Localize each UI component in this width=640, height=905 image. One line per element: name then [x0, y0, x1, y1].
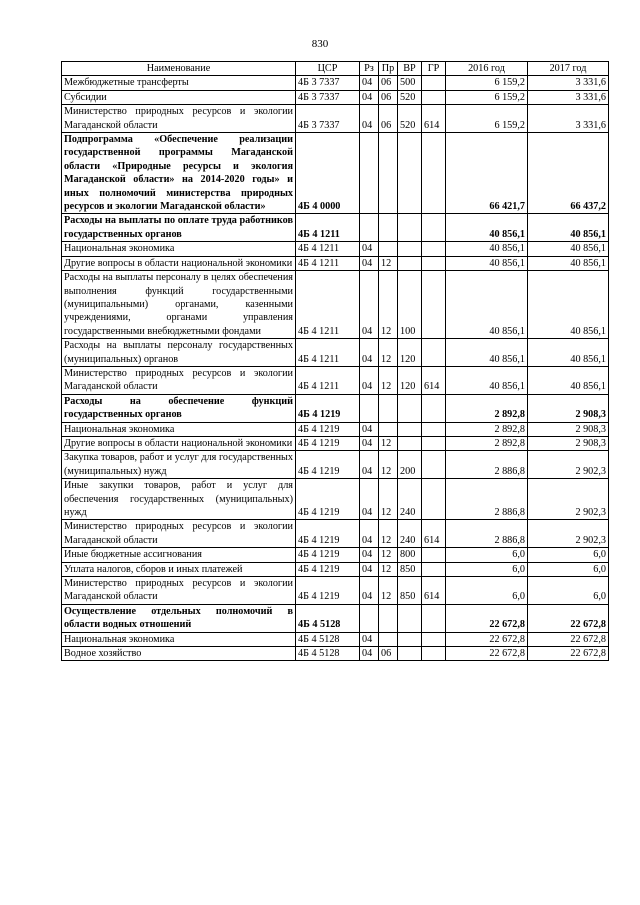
- row-name: Национальная экономика: [62, 632, 296, 646]
- row-pr: 12: [379, 562, 398, 576]
- row-csr: 4Б 4 1211: [296, 214, 360, 242]
- row-amount-2017: 3 331,6: [528, 105, 609, 133]
- row-amount-2017: 2 902,3: [528, 479, 609, 520]
- row-vr: 120: [398, 366, 422, 394]
- row-amount-2016: 6 159,2: [446, 76, 528, 90]
- table-row: [62, 214, 609, 242]
- row-amount-2016: 2 886,8: [446, 479, 528, 520]
- row-rz: 04: [360, 76, 379, 90]
- row-vr: [398, 436, 422, 450]
- row-pr: 12: [379, 451, 398, 479]
- row-pr: [379, 133, 398, 214]
- row-gr: [422, 647, 446, 661]
- row-pr: 06: [379, 90, 398, 104]
- row-csr: 4Б 4 1219: [296, 479, 360, 520]
- table-row: [62, 647, 609, 661]
- row-gr: [422, 394, 446, 422]
- row-amount-2016: 6 159,2: [446, 90, 528, 104]
- row-vr: 800: [398, 548, 422, 562]
- row-pr: [379, 214, 398, 242]
- table-row: [62, 271, 609, 339]
- row-amount-2016: 40 856,1: [446, 214, 528, 242]
- row-amount-2017: 22 672,8: [528, 632, 609, 646]
- row-amount-2017: 2 908,3: [528, 436, 609, 450]
- row-csr: 4Б 4 1219: [296, 548, 360, 562]
- header-2016: 2016 год: [446, 62, 528, 76]
- table-row: [62, 632, 609, 646]
- table-row: [62, 451, 609, 479]
- row-pr: 06: [379, 76, 398, 90]
- row-vr: [398, 242, 422, 256]
- row-csr: 4Б 4 1219: [296, 577, 360, 605]
- row-vr: 240: [398, 520, 422, 548]
- row-amount-2016: 40 856,1: [446, 242, 528, 256]
- row-amount-2017: 22 672,8: [528, 604, 609, 632]
- row-pr: 06: [379, 647, 398, 661]
- row-gr: [422, 604, 446, 632]
- row-amount-2017: 3 331,6: [528, 76, 609, 90]
- row-csr: 4Б 4 5128: [296, 632, 360, 646]
- row-vr: 850: [398, 577, 422, 605]
- row-vr: 850: [398, 562, 422, 576]
- row-gr: [422, 242, 446, 256]
- row-vr: [398, 604, 422, 632]
- row-name: Министерство природных ресурсов и экологии Магаданской области: [62, 520, 296, 548]
- table-row: [62, 256, 609, 270]
- row-rz: 04: [360, 339, 379, 367]
- row-csr: 4Б 4 1211: [296, 242, 360, 256]
- header-pr: Пр: [379, 62, 398, 76]
- row-vr: [398, 422, 422, 436]
- row-vr: [398, 133, 422, 214]
- row-gr: [422, 436, 446, 450]
- row-amount-2017: 40 856,1: [528, 242, 609, 256]
- row-rz: [360, 214, 379, 242]
- row-vr: 520: [398, 90, 422, 104]
- table-row: [62, 520, 609, 548]
- row-name: Министерство природных ресурсов и экологии Магаданской области: [62, 366, 296, 394]
- row-gr: [422, 632, 446, 646]
- row-vr: [398, 214, 422, 242]
- row-pr: 12: [379, 339, 398, 367]
- row-name: Подпрограмма «Обеспечение реализации государственной программы Магаданской области «Природные ресурсы и экология Магаданской области» на 2014-2020 годы» и иных полномочий министерства природных ресурсов и экологии Магаданской области»: [62, 133, 296, 214]
- row-name: Расходы на выплаты по оплате труда работников государственных органов: [62, 214, 296, 242]
- row-pr: 12: [379, 548, 398, 562]
- row-name: Межбюджетные трансферты: [62, 76, 296, 90]
- row-amount-2017: 2 908,3: [528, 422, 609, 436]
- row-pr: [379, 604, 398, 632]
- row-gr: [422, 256, 446, 270]
- row-pr: 12: [379, 256, 398, 270]
- row-amount-2016: 66 421,7: [446, 133, 528, 214]
- row-rz: 04: [360, 90, 379, 104]
- table-row: [62, 422, 609, 436]
- page-number: 830: [311, 38, 329, 50]
- row-rz: 04: [360, 271, 379, 339]
- row-name: Расходы на обеспечение функций государственных органов: [62, 394, 296, 422]
- row-pr: [379, 632, 398, 646]
- table-row: [62, 548, 609, 562]
- row-name: Национальная экономика: [62, 422, 296, 436]
- row-gr: [422, 451, 446, 479]
- header-vr: ВР: [398, 62, 422, 76]
- row-rz: [360, 394, 379, 422]
- row-csr: 4Б 4 1211: [296, 271, 360, 339]
- row-gr: [422, 548, 446, 562]
- row-csr: 4Б 3 7337: [296, 90, 360, 104]
- row-amount-2016: 40 856,1: [446, 271, 528, 339]
- table-row: [62, 562, 609, 576]
- row-name: Расходы на выплаты персоналу государственных (муниципальных) органов: [62, 339, 296, 367]
- row-amount-2017: 3 331,6: [528, 90, 609, 104]
- row-amount-2016: 40 856,1: [446, 366, 528, 394]
- row-rz: 04: [360, 479, 379, 520]
- row-pr: 12: [379, 520, 398, 548]
- row-amount-2016: 2 886,8: [446, 520, 528, 548]
- row-amount-2016: 40 856,1: [446, 256, 528, 270]
- header-csr: ЦСР: [296, 62, 360, 76]
- row-pr: 12: [379, 271, 398, 339]
- table-row: [62, 366, 609, 394]
- row-rz: 04: [360, 436, 379, 450]
- table-row: [62, 479, 609, 520]
- table-row: [62, 577, 609, 605]
- row-rz: 04: [360, 366, 379, 394]
- row-csr: 4Б 3 7337: [296, 76, 360, 90]
- row-pr: [379, 422, 398, 436]
- row-vr: [398, 647, 422, 661]
- row-name: Закупка товаров, работ и услуг для государственных (муниципальных) нужд: [62, 451, 296, 479]
- row-vr: 240: [398, 479, 422, 520]
- table-row: [62, 133, 609, 214]
- row-amount-2016: 2 892,8: [446, 422, 528, 436]
- table-row: [62, 242, 609, 256]
- row-csr: 4Б 4 5128: [296, 647, 360, 661]
- row-gr: 614: [422, 577, 446, 605]
- row-rz: 04: [360, 647, 379, 661]
- budget-table: [61, 61, 609, 661]
- row-gr: [422, 422, 446, 436]
- row-gr: [422, 562, 446, 576]
- row-gr: [422, 339, 446, 367]
- row-amount-2016: 2 892,8: [446, 436, 528, 450]
- row-name: Иные бюджетные ассигнования: [62, 548, 296, 562]
- row-amount-2016: 6,0: [446, 577, 528, 605]
- row-vr: [398, 632, 422, 646]
- table-body: [62, 76, 609, 661]
- row-pr: [379, 242, 398, 256]
- row-gr: 614: [422, 520, 446, 548]
- header-gr: ГР: [422, 62, 446, 76]
- row-gr: [422, 214, 446, 242]
- row-amount-2017: 2 902,3: [528, 520, 609, 548]
- row-rz: 04: [360, 520, 379, 548]
- table-header-row: [62, 62, 609, 76]
- row-csr: 4Б 4 1211: [296, 366, 360, 394]
- row-amount-2016: 22 672,8: [446, 604, 528, 632]
- row-name: Уплата налогов, сборов и иных платежей: [62, 562, 296, 576]
- row-rz: [360, 133, 379, 214]
- row-csr: 4Б 4 1219: [296, 422, 360, 436]
- row-pr: 12: [379, 366, 398, 394]
- row-pr: 06: [379, 105, 398, 133]
- row-gr: 614: [422, 105, 446, 133]
- row-gr: [422, 479, 446, 520]
- row-amount-2016: 6 159,2: [446, 105, 528, 133]
- row-amount-2017: 2 902,3: [528, 451, 609, 479]
- row-gr: 614: [422, 366, 446, 394]
- row-gr: [422, 76, 446, 90]
- row-amount-2017: 6,0: [528, 548, 609, 562]
- table-row: [62, 339, 609, 367]
- row-amount-2017: 40 856,1: [528, 256, 609, 270]
- row-pr: 12: [379, 436, 398, 450]
- row-amount-2016: 22 672,8: [446, 632, 528, 646]
- row-csr: 4Б 4 1219: [296, 451, 360, 479]
- row-vr: 520: [398, 105, 422, 133]
- row-amount-2016: 22 672,8: [446, 647, 528, 661]
- row-name: Расходы на выплаты персоналу в целях обеспечения выполнения функций государственными (муниципальными) органами, казенными учреждениями, органами управления государственными внебюджетными фондами: [62, 271, 296, 339]
- row-amount-2016: 40 856,1: [446, 339, 528, 367]
- header-name: Наименование: [62, 62, 296, 76]
- row-pr: 12: [379, 479, 398, 520]
- row-rz: 04: [360, 105, 379, 133]
- row-rz: 04: [360, 577, 379, 605]
- row-rz: 04: [360, 548, 379, 562]
- table-row: [62, 105, 609, 133]
- row-amount-2016: 2 886,8: [446, 451, 528, 479]
- row-vr: [398, 394, 422, 422]
- row-csr: 4Б 4 1219: [296, 562, 360, 576]
- row-vr: 200: [398, 451, 422, 479]
- row-csr: 4Б 4 1219: [296, 520, 360, 548]
- row-name: Министерство природных ресурсов и экологии Магаданской области: [62, 105, 296, 133]
- row-pr: 12: [379, 577, 398, 605]
- row-gr: [422, 90, 446, 104]
- row-amount-2017: 6,0: [528, 577, 609, 605]
- table-row: [62, 604, 609, 632]
- row-rz: 04: [360, 562, 379, 576]
- row-gr: [422, 133, 446, 214]
- row-rz: 04: [360, 451, 379, 479]
- row-vr: 120: [398, 339, 422, 367]
- row-csr: 4Б 4 1211: [296, 256, 360, 270]
- row-rz: [360, 604, 379, 632]
- row-name: Водное хозяйство: [62, 647, 296, 661]
- row-csr: 4Б 4 1211: [296, 339, 360, 367]
- row-name: Национальная экономика: [62, 242, 296, 256]
- row-name: Иные закупки товаров, работ и услуг для обеспечения государственных (муниципальных) нужд: [62, 479, 296, 520]
- row-gr: [422, 271, 446, 339]
- row-csr: 4Б 4 1219: [296, 394, 360, 422]
- row-amount-2016: 6,0: [446, 562, 528, 576]
- row-name: Другие вопросы в области национальной экономики: [62, 256, 296, 270]
- row-amount-2016: 6,0: [446, 548, 528, 562]
- row-rz: 04: [360, 632, 379, 646]
- row-name: Субсидии: [62, 90, 296, 104]
- row-amount-2017: 40 856,1: [528, 214, 609, 242]
- row-amount-2017: 40 856,1: [528, 271, 609, 339]
- row-name: Министерство природных ресурсов и экологии Магаданской области: [62, 577, 296, 605]
- row-amount-2017: 40 856,1: [528, 366, 609, 394]
- row-name: Другие вопросы в области национальной экономики: [62, 436, 296, 450]
- row-name: Осуществление отдельных полномочий в области водных отношений: [62, 604, 296, 632]
- row-amount-2017: 22 672,8: [528, 647, 609, 661]
- row-vr: 500: [398, 76, 422, 90]
- row-csr: 4Б 4 5128: [296, 604, 360, 632]
- table-row: [62, 394, 609, 422]
- table-row: [62, 90, 609, 104]
- row-rz: 04: [360, 256, 379, 270]
- row-pr: [379, 394, 398, 422]
- row-amount-2017: 40 856,1: [528, 339, 609, 367]
- row-rz: 04: [360, 242, 379, 256]
- header-rz: Рз: [360, 62, 379, 76]
- table-row: [62, 436, 609, 450]
- row-rz: 04: [360, 422, 379, 436]
- row-vr: 100: [398, 271, 422, 339]
- header-2017: 2017 год: [528, 62, 609, 76]
- row-csr: 4Б 3 7337: [296, 105, 360, 133]
- row-amount-2017: 2 908,3: [528, 394, 609, 422]
- row-csr: 4Б 4 0000: [296, 133, 360, 214]
- row-vr: [398, 256, 422, 270]
- row-amount-2017: 6,0: [528, 562, 609, 576]
- table-row: [62, 76, 609, 90]
- row-amount-2016: 2 892,8: [446, 394, 528, 422]
- row-csr: 4Б 4 1219: [296, 436, 360, 450]
- row-amount-2017: 66 437,2: [528, 133, 609, 214]
